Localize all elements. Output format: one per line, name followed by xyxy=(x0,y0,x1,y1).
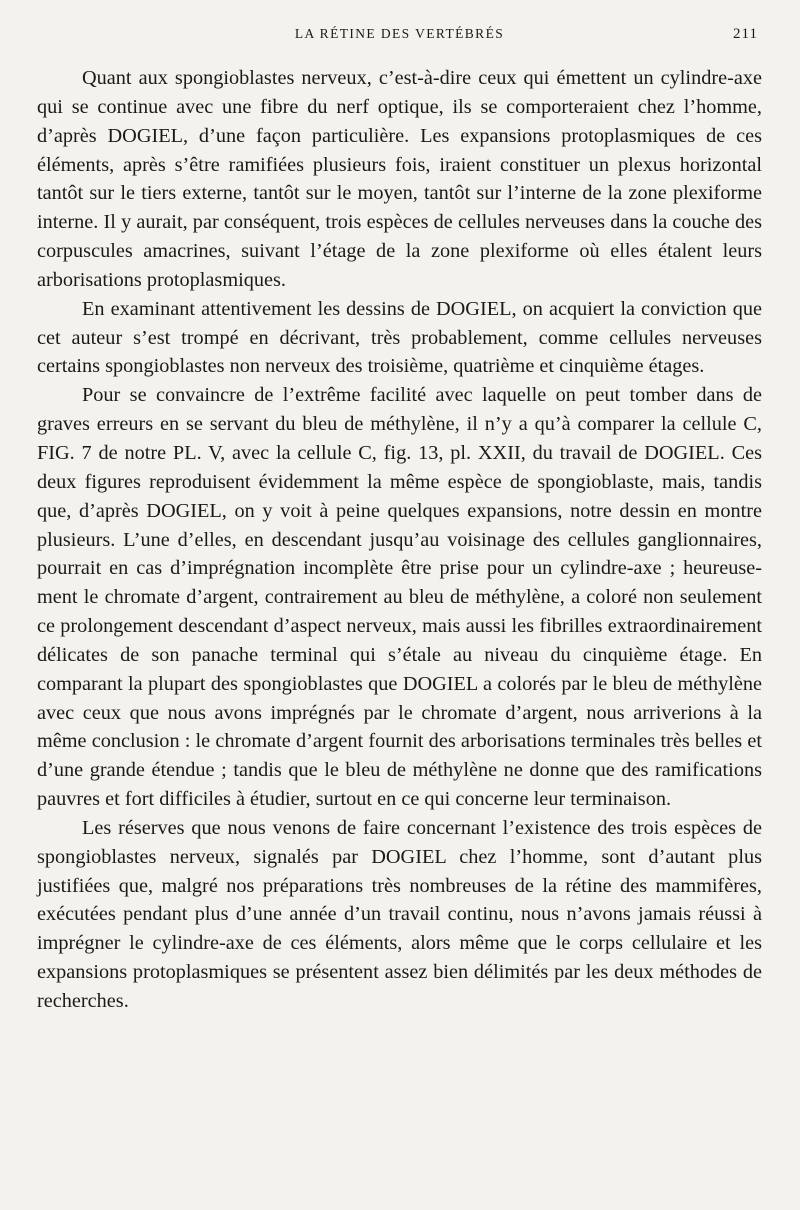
paragraph: En examinant attentivement les dessins de DOGIEL, on acquiert la conviction que cet auteur s’est trompé en décrivant, très probablement, comme cellules nerveuses certains spongioblastes non nerveux des troisième, quatrième et cinquième étages. xyxy=(37,297,762,378)
paragraph: Les réserves que nous venons de faire concernant l’existence des trois espèces de spongioblastes nerveux, signalés par DOGIEL chez l’homme, sont d’autant plus justifiées que, malgré nos préparations très nombreuses de la rétine des mammifères, exécutées pendant plus d’une année d’un travail continu, nous n’avons jamais réussi à imprégner le cylindre-axe de ces éléments, alors même que le corps cellulaire et les expansions protoplasmiques se présentent assez bien délimités par les deux méthodes de recherches. xyxy=(37,816,762,1012)
page-number: 211 xyxy=(733,26,758,42)
body-text xyxy=(37,64,762,1016)
running-header xyxy=(37,22,762,60)
running-title: LA RÉTINE DES VERTÉBRÉS xyxy=(294,26,505,41)
book-page xyxy=(0,22,800,1210)
paragraph: Quant aux spongioblastes nerveux, c’est-à-dire ceux qui émettent un cylindre-axe qui se continue avec une fibre du nerf optique, ils se comporteraient chez l’homme, d’après DOGIEL, d’une façon particulière. Les expansions protoplasmiques de ces éléments, après s’être ramifiées plusieurs fois, iraient constituer un plexus horizontal tantôt sur le tiers externe, tantôt sur le moyen, tantôt sur l’interne de la zone plexiforme interne. Il y aurait, par conséquent, trois espèces de cellules nerveuses dans la couche des corpuscules amacrines, suivant l’étage de la zone plexiforme où elles étalent leurs arborisations protoplasmiques. xyxy=(37,67,762,291)
paragraph: Pour se convaincre de l’extrême facilité avec laquelle on peut tomber dans de graves erreurs en se servant du bleu de méthylène, il n’y a qu’à comparer la cellule C, FIG. 7 de notre PL. V, avec la cellule C, fig. 13, pl. XXII, du travail de DOGIEL. Ces deux figures reproduisent évidemment la même espèce de spongioblaste, mais, tandis que, d’après DOGIEL, on y voit à peine quelques expansions, notre dessin en montre plusieurs. L’une d’elles, en descendant jusqu’au voisinage des cellules ganglionnaires, pourrait en cas d’imprégnation incomplète être prise pour un cylindre-axe ; heureusement le chromate d’argent, contrairement au bleu de méthylène, a coloré non seulement ce prolongement descendant d’aspect nerveux, mais aussi les fibrilles extraordinairement délicates de son panache terminal qui s’étale au niveau du cinquième étage. En comparant la plupart des spongioblastes que DOGIEL a colorés par le bleu de méthylène avec ceux que nous avons imprégnés par le chromate d’argent, nous arriverions à la même conclusion : le chromate d’argent fournit des arborisations terminales très belles et d’une grande étendue ; tandis que le bleu de méthylène ne donne que des ramifications pauvres et fort difficiles à étudier, surtout en ce qui concerne leur terminaison. xyxy=(37,384,762,811)
